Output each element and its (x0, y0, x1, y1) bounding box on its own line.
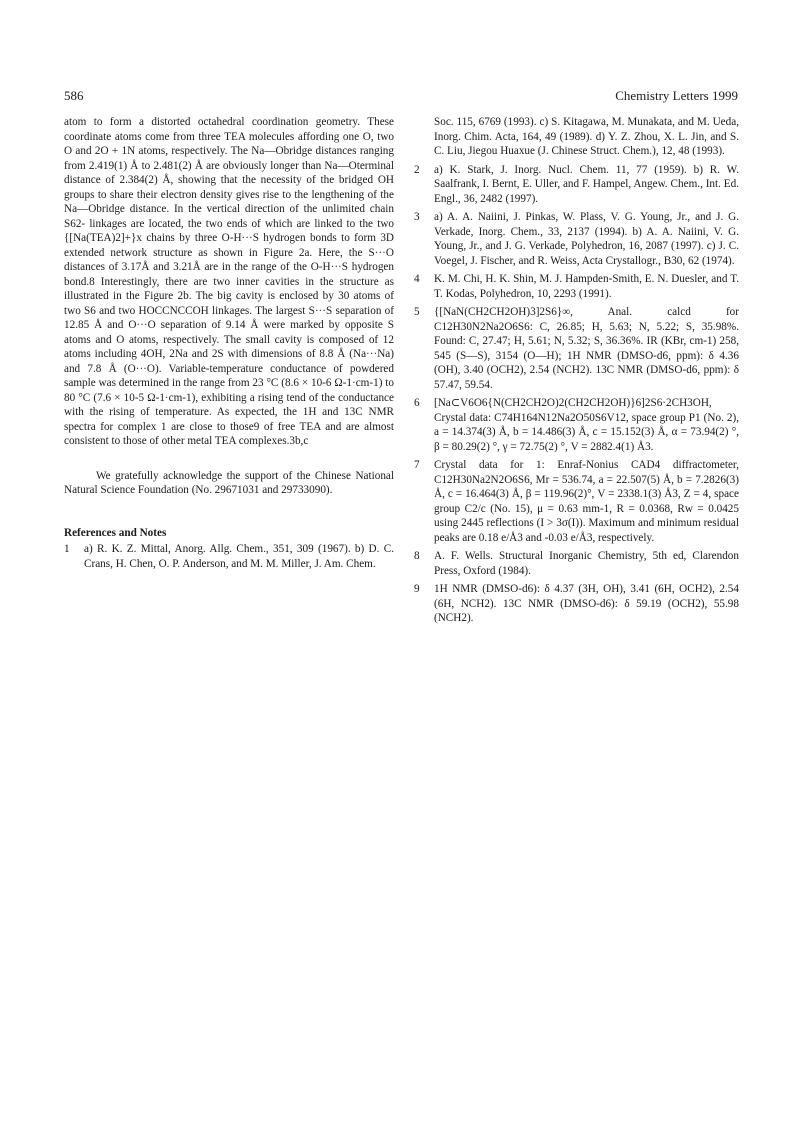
right-column (414, 115, 739, 626)
reference-item (414, 396, 739, 454)
reference-text: Crystal data for 1: Enraf-Nonius CAD4 diffractometer, C12H30Na2N2O6S6, Mr = 536.74, a = 22.507(5) Å, b = 7.2826(3) Å, c = 16.464(3) Å, β = 119.96(2)°, V = 2338.1(3) Å3, Z = 4, space group C2/c (No. 15), μ = 0.63 mm-1, R = 0.0368, Rw = 0.0425 using 2445 reflections (I > 3σ(I)). Maximum and minimum residual peaks are 0.18 e/Å3 and -0.03 e/Å3, respectively. (434, 459, 739, 544)
reference-number: 9 (414, 583, 420, 595)
reference-text: K. M. Chi, H. K. Shin, M. J. Hampden-Smith, E. N. Duesler, and T. T. Kodas, Polyhedron, 10, 2293 (1991). (434, 273, 739, 300)
reference-item (64, 542, 394, 571)
reference-number: 4 (414, 273, 420, 285)
reference-text: 1H NMR (DMSO-d6): δ 4.37 (3H, OH), 3.41 (6H, OCH2), 2.54 (6H, NCH2). 13C NMR (DMSO-d6): δ 59.19 (OCH2), 55.98 (NCH2). (434, 583, 739, 624)
reference-item (414, 458, 739, 545)
references-heading: References and Notes (64, 526, 167, 539)
page-header (64, 88, 738, 104)
reference-text: [Na⊂V6O6{N(CH2CH2O)2(CH2CH2OH)}6]2S6·2CH3OH, Crystal data: C74H164N12Na2O50S6V12, space group P1 (No. 2), a = 14.374(3) Å, b = 14.486(3) Å, c = 15.152(3) Å, α = 73.94(2) °, β = 80.29(2) °, γ = 72.75(2) °, V = 2882.4(1) Å3. (434, 397, 739, 453)
reference-item (414, 305, 739, 392)
reference-number: 6 (414, 397, 420, 409)
reference-continuation: Soc. 115, 6769 (1993). c) S. Kitagawa, M. Munakata, and M. Ueda, Inorg. Chim. Acta, 164, 49 (1989). d) Y. Z. Zhou, X. L. Jin, and S. C. Liu, Jiegou Huaxue (J. Chinese Struct. Chem.), 12, 48 (1993). (434, 116, 739, 157)
reference-number: 1 (64, 543, 70, 555)
reference-text: a) A. A. Naiini, J. Pinkas, W. Plass, V. G. Young, Jr., and J. G. Verkade, Inorg. Chem., 33, 2137 (1994). b) A. A. Naiini, V. G. Young, Jr., and J. G. Verkade, Polyhedron, 16, 2087 (1997). c) J. C. Voegel, J. Fischer, and R. Weiss, Acta Crystallogr., B30, 62 (1974). (434, 211, 739, 267)
reference-item (414, 549, 739, 578)
reference-number: 8 (414, 550, 420, 562)
journal-name: Chemistry Letters 1999 (615, 88, 738, 103)
reference-number: 2 (414, 163, 420, 176)
reference-item (414, 272, 739, 301)
reference-text: {[NaN(CH2CH2OH)3]2S6}∞, Anal. calcd for C12H30N2Na2O6S6: C, 26.85; H, 5.63; N, 5.22; S, 35.98%. Found: C, 27.47; H, 5.61; N, 5.32; S, 36.36%. IR (KBr, cm-1) 258, 545 (S—S), 3154 (O—H); 1H NMR (DMSO-d6, ppm): δ 4.36 (OH), 3.40 (OCH2), 2.54 (NCH2). 13C NMR (DMSO-d6, ppm): δ 57.47, 59.54. (434, 306, 739, 391)
reference-number: 3 (414, 211, 420, 223)
page-number: 586 (64, 88, 84, 103)
reference-item (414, 163, 739, 207)
reference-text: a) K. Stark, J. Inorg. Nucl. Chem. 11, 77 (1959). b) R. W. Saalfrank, I. Bernt, E. Uller, and F. Hampel, Angew. Chem., Int. Ed. Engl., 36, 2482 (1997). (434, 163, 739, 205)
reference-item (414, 582, 739, 626)
body-paragraph: atom to form a distorted octahedral coordination geometry. These coordinate atoms come from three TEA molecules affording one O, two O and 2O + 1N atoms, respectively. The Na—Obridge distances ranging from 2.419(1) Å to 2.481(2) Å are obviously longer than Na—Oterminal distance of 2.384(2) Å, showing that the necessity of the bridged OH groups to share their electron density gives rise to the lengthening of the Na—Obridge distance. In the vertical direction of the unlimited chain S62- linkages are located, the two ends of which are linked to the two {[Na(TEA)2]+}x chains by three O-H···S hydrogen bonds to form 3D extended network structure as shown in Figure 2a. Here, the S···O distances of 3.17Å and 3.21Å are in the range of the O-H···S hydrogen bond.8 Interestingly, there are two inner cavities in the structure as illustrated in the Figure 2b. The big cavity is enclosed by 30 atoms of two S6 and two HOCCNCCOH linkages. The largest S···S separation of 12.85 Å and O···O separation of 9.14 Å were marked by opposite S atoms and O atoms, respectively. The small cavity is composed of 12 atoms including 4OH, 2Na and 2S with dimensions of 8.8 Å (Na···Na) and 7.8 Å (O···O). Variable-temperature conductance of powdered sample was determined in the range from 23 °C (8.6 × 10-6 Ω-1·cm-1) to 80 °C (7.6 × 10-5 Ω-1·cm-1), exhibiting a rising tend of the conductance with the rising of temperature. As expected, the 1H and 13C NMR spectra for complex 1 are close to those9 of free TEA and are almost consistent to those of other metal TEA complexes.3b,c (64, 116, 394, 447)
left-column (64, 115, 394, 571)
reference-number: 7 (414, 459, 420, 471)
reference-text: A. F. Wells. Structural Inorganic Chemistry, 5th ed, Clarendon Press, Oxford (1984). (434, 550, 739, 577)
reference-item (414, 210, 739, 268)
reference-text: a) R. K. Z. Mittal, Anorg. Allg. Chem., 351, 309 (1967). b) D. C. Crans, H. Chen, O. P. Anderson, and M. M. Miller, J. Am. Chem. (84, 543, 394, 570)
acknowledgment: We gratefully acknowledge the support of the Chinese National Natural Science Foundation (No. 29671031 and 29733090). (64, 469, 394, 496)
reference-number: 5 (414, 306, 420, 318)
